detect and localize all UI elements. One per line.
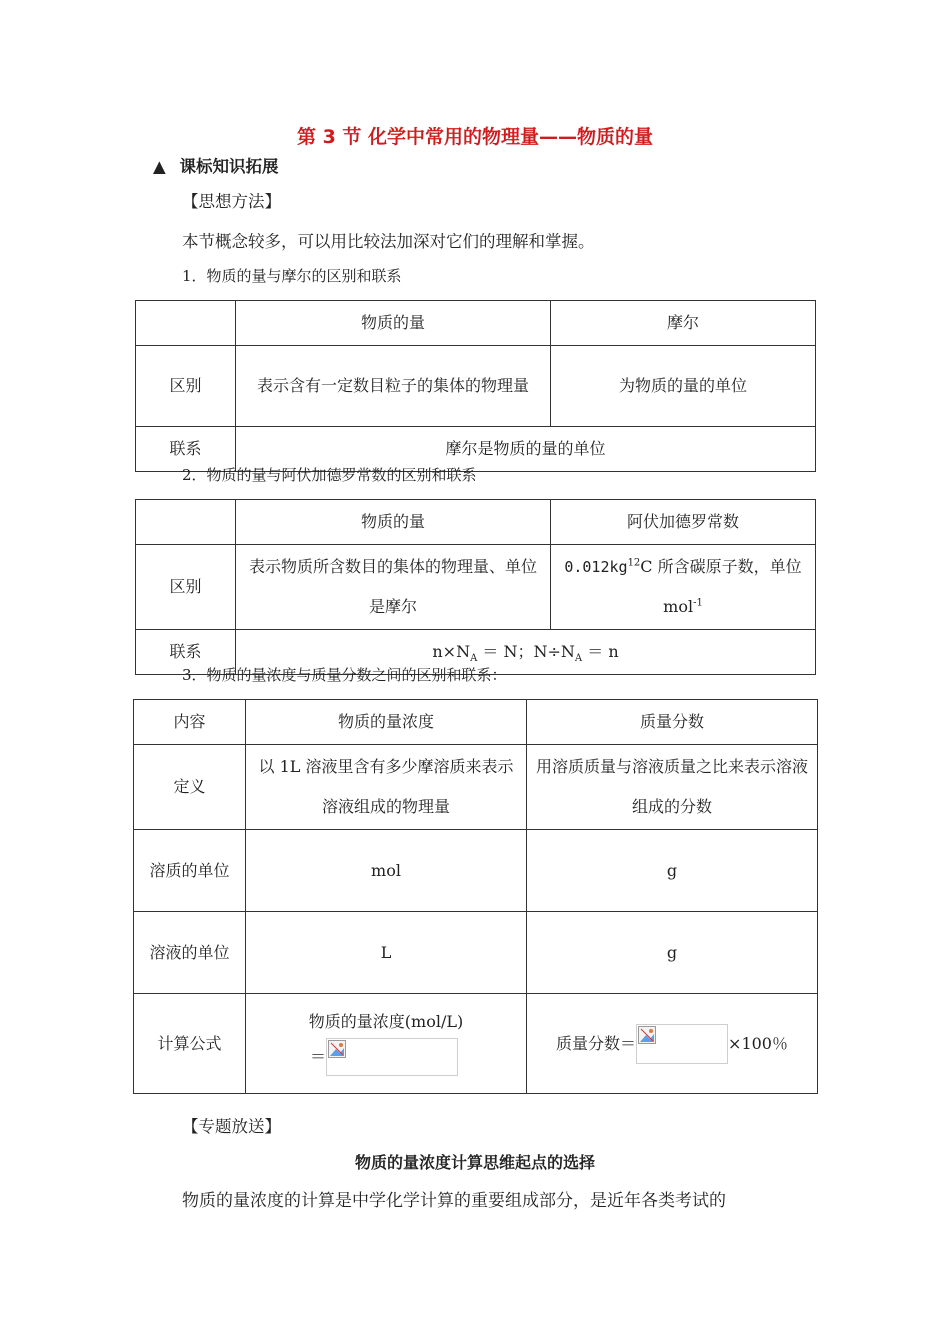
table-header-cell: 内容 <box>134 700 246 745</box>
row-label: 区别 <box>136 346 236 427</box>
table-mole-comparison <box>135 300 816 472</box>
table-row <box>134 745 818 830</box>
formula-image-placeholder <box>636 1024 728 1064</box>
table-cell: g <box>527 830 818 912</box>
formula-cell <box>527 994 818 1094</box>
table-header-cell: 物质的量 <box>236 301 551 346</box>
table2-heading: 2．物质的量与阿伏加德罗常数的区别和联系 <box>182 466 477 484</box>
table-row <box>134 700 818 745</box>
row-label: 联系 <box>136 630 236 675</box>
superscript: 12 <box>627 557 641 569</box>
section-heading-row <box>153 153 278 177</box>
table-cell: 为物质的量的单位 <box>551 346 816 427</box>
table-avogadro-comparison <box>135 499 816 675</box>
table-row <box>134 912 818 994</box>
table-header-cell: 质量分数 <box>527 700 818 745</box>
row-label: 溶质的单位 <box>134 830 246 912</box>
table-cell <box>136 500 236 545</box>
table-cell: 以 1L 溶液里含有多少摩溶质来表示溶液组成的物理量 <box>246 745 527 830</box>
table-cell: 摩尔是物质的量的单位 <box>236 427 816 472</box>
table-row <box>136 301 816 346</box>
row-label: 联系 <box>136 427 236 472</box>
table-header-cell: 摩尔 <box>551 301 816 346</box>
avogadro-text-a: 0.012kg <box>564 558 628 576</box>
table1-heading: 1．物质的量与摩尔的区别和联系 <box>182 267 402 285</box>
formula-part: ＝ n <box>582 642 619 661</box>
triangle-marker-icon: ▲ <box>153 157 166 176</box>
formula-part: n×N <box>432 642 471 661</box>
formula-row <box>252 1037 520 1077</box>
subscript: A <box>470 653 478 665</box>
table-cell: 表示含有一定数目粒子的集体的物理量 <box>236 346 551 427</box>
equals-sign: ＝ <box>310 1046 327 1066</box>
table-cell: L <box>246 912 527 994</box>
avogadro-text-b: C 所含碳原子数，单位 mol <box>640 557 802 616</box>
section-heading: 课标知识拓展 <box>179 157 279 176</box>
formula-caption: 物质的量浓度(mol/L) <box>308 1011 464 1031</box>
table-header-cell: 物质的量 <box>236 500 551 545</box>
formula-image-placeholder <box>326 1038 458 1076</box>
table-cell: 用溶质质量与溶液质量之比来表示溶液组成的分数 <box>527 745 818 830</box>
broken-image-icon <box>638 1026 656 1044</box>
table-cell: 表示物质所含数目的集体的物理量、单位是摩尔 <box>236 545 551 630</box>
intro-paragraph: 本节概念较多，可以用比较法加深对它们的理解和掌握。 <box>182 232 595 251</box>
table-row <box>134 994 818 1094</box>
topic-heading: 【专题放送】 <box>182 1117 281 1136</box>
table-row <box>134 830 818 912</box>
formula-prefix: 质量分数＝ <box>556 1033 637 1053</box>
table-concentration-comparison <box>133 699 818 1094</box>
formula-cell <box>246 994 527 1094</box>
table-cell: mol <box>246 830 527 912</box>
subscript: A <box>574 653 583 665</box>
topic-title: 物质的量浓度计算思维起点的选择 <box>354 1153 595 1172</box>
method-heading: 【思想方法】 <box>182 192 281 211</box>
table-row <box>136 545 816 630</box>
table-row <box>136 500 816 545</box>
row-label: 计算公式 <box>134 994 246 1094</box>
formula-suffix: ×100％ <box>728 1033 788 1053</box>
table-row <box>136 346 816 427</box>
table-header-cell: 物质的量浓度 <box>246 700 527 745</box>
table-cell: g <box>527 912 818 994</box>
table-cell <box>136 301 236 346</box>
table-header-cell: 阿伏加德罗常数 <box>551 500 816 545</box>
row-label: 区别 <box>136 545 236 630</box>
superscript: -1 <box>693 597 703 609</box>
row-label: 溶液的单位 <box>134 912 246 994</box>
table-cell <box>551 545 816 630</box>
table3-heading: 3．物质的量浓度与质量分数之间的区别和联系： <box>182 666 507 684</box>
topic-paragraph: 物质的量浓度的计算是中学化学计算的重要组成部分，是近年各类考试的 <box>182 1191 726 1211</box>
broken-image-icon <box>328 1040 346 1058</box>
formula-part: ＝ N；N÷N <box>477 642 575 661</box>
row-label: 定义 <box>134 745 246 830</box>
page-title: 第 3 节 化学中常用的物理量——物质的量 <box>296 126 654 148</box>
